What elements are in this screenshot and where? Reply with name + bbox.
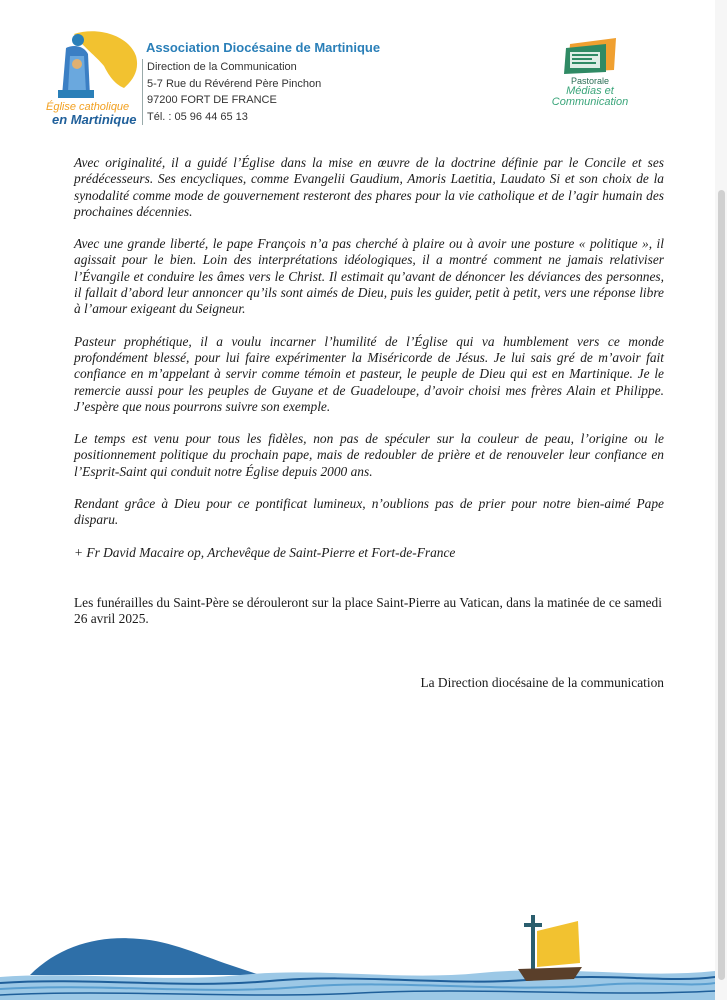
city-line: 97200 FORT DE FRANCE [147,94,277,106]
paragraph-3: Pasteur prophétique, il a voulu incarner l’humilité de l’Église qui va humblement vers ce monde profondément blessé, pour lui faire expérimenter la Miséricorde de Jésus. Je lui sais gré de m’avoir fait confiance en m’appelant à servir comme témoin et pasteur, le peuple de Dieu qui est en Martinique. Je le remercie aussi pour les peuples de Guyane et de Guadeloupe, d’avoir choisi mes frères Alain et Philippe. J’espère que nous pourrons suivre son exemple. [74,333,664,414]
pastorale-logo-text [540,76,640,108]
organization-name: Association Diocésaine de Martinique [146,40,381,55]
signature: + Fr David Macaire op, Archevêque de Saint-Pierre et Fort-de-France [74,544,456,560]
contact-lines [142,59,382,125]
diocese-logo [44,26,140,130]
footer-sea-illustration [0,905,715,1000]
communication-label: Communication [551,96,629,108]
header-contact [142,40,382,125]
scrollbar-thumb[interactable] [718,190,725,980]
logo-text-2: en Martinique [52,112,137,127]
paragraph-5: Rendant grâce à Dieu pour ce pontificat lumineux, n’oublions pas de prier pour notre bien-aimé Pape disparu. [74,496,664,528]
closing-line: La Direction diocésaine de la communication [420,674,664,690]
department-line: Direction de la Communication [147,61,297,73]
letter-body [74,155,664,704]
funeral-announcement: Les funérailles du Saint-Père se dérouleront sur la place Saint-Pierre au Vatican, dans la matinée de ce samedi 26 avril 2025. [74,594,662,627]
phone-line: Tél. : 05 96 44 65 13 [147,110,248,123]
paragraph-1: Avec originalité, il a guidé l’Église dans la mise en œuvre de la doctrine définie par le Concile et ses prédécesseurs. Ses encycliques, comme Evangelii Gaudium, Amoris Laetitia, Laudato Si et son choix de la synodalité comme mode de gouvernement resteront des phares pour la vie catholique et de l’agir humain des prochaines décennies. [74,155,664,219]
paragraph-4: Le temps est venu pour tous les fidèles, non pas de spéculer sur la couleur de peau, l’origine ou le positionnement politique du prochain pape, mais de redoubler de prière et de renouveler leur confiance en l’Esprit-Saint qui conduit notre Église depuis 2000 ans. [74,431,664,479]
scrollbar-track[interactable] [715,0,727,1000]
logo-text-1: Église catholique [46,101,130,113]
medias-label: Médias et [566,85,614,97]
address-line: 5-7 Rue du Révérend Père Pinchon [147,77,322,90]
paragraph-2: Avec une grande liberté, le pape François n’a pas cherché à plaire ou à avoir une posture « politique », il agissait pour le bien. Loin des interprétations idéologiques, il a montré comment ne jamais relativiser l’Évangile et conduire les âmes vers le Christ. Il estimait qu’avant de dénoncer les déviances des personnes, il fallait d’abord leur annoncer qu’ils sont aimés de Dieu, puis les guider, petit à petit, vers une réponse libre à l’amour exigeant du Seigneur. [74,236,664,317]
pastorale-label: Pastorale [570,76,610,86]
